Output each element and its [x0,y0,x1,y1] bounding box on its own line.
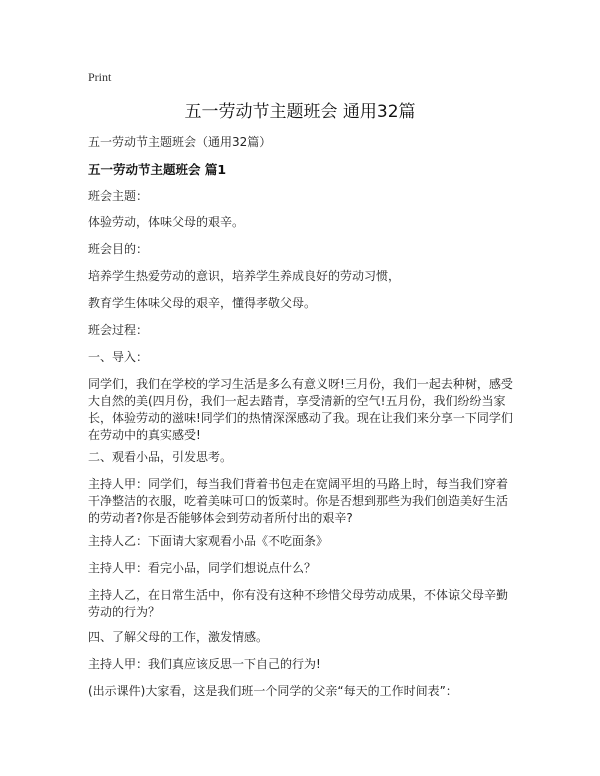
paragraph-meeting-theme-label: 班会主题： [88,189,149,203]
paragraph-skit-heading: 二、观看小品，引发思考。 [88,450,233,464]
document-title: 五一劳动节主题班会 通用32篇 [184,102,416,122]
paragraph-intro-body: 同学们，我们在学校的学习生活是多么有意义呀!三月份，我们一起去种树，感受大自然的美(四月份，我们一起去踏青，享受清新的空气!五月份，我们纷纷当家长，体验劳动的滋味!同学们的热情深深感动了我。现在让我们来分享一下同学们在劳动中的真实感受! [88,377,513,442]
paragraph-purpose-2: 教育学生体味父母的艰辛，懂得孝敬父母。 [88,296,317,310]
section-heading: 五一劳动节主题班会 篇1 [88,162,227,177]
paragraph-process-label: 班会过程： [88,323,149,337]
paragraph-purpose-1: 培养学生热爱劳动的意识，培养学生养成良好的劳动习惯， [88,269,401,283]
paragraph-host-b-1: 主持人乙：下面请大家观看小品《不吃面条》 [88,534,329,548]
paragraph-intro-heading: 一、导入： [88,350,149,364]
paragraph-host-a-2: 主持人甲：看完小品，同学们想说点什么？ [88,561,317,575]
paragraph-host-b-2: 主持人乙，在日常生活中，你有没有这种不珍惜父母劳动成果，不体谅父母辛勤劳动的行为？ [88,588,509,619]
print-link[interactable]: Print [88,70,112,84]
paragraph-host-a-3: 主持人甲：我们真应该反思一下自己的行为! [88,657,321,671]
paragraph-meeting-theme: 体验劳动，体味父母的艰辛。 [88,215,245,229]
paragraph-meeting-purpose-label: 班会目的： [88,242,149,256]
paragraph-parents-work-heading: 四、了解父母的工作，激发情感。 [88,630,269,644]
paragraph-courseware: (出示课件)大家看，这是我们班一个同学的父亲“每天的工作时间表”： [88,684,458,698]
paragraph-host-a-1: 主持人甲：同学们，每当我们背着书包走在宽阔平坦的马路上时，每当我们穿着干净整洁的衣服，吃着美味可口的饭菜时。你是否想到那些为我们创造美好生活的劳动者?你是否能够体会到劳动者所付出的艰辛? [88,477,509,525]
document-subtitle: 五一劳动节主题班会（通用32篇） [88,135,272,149]
